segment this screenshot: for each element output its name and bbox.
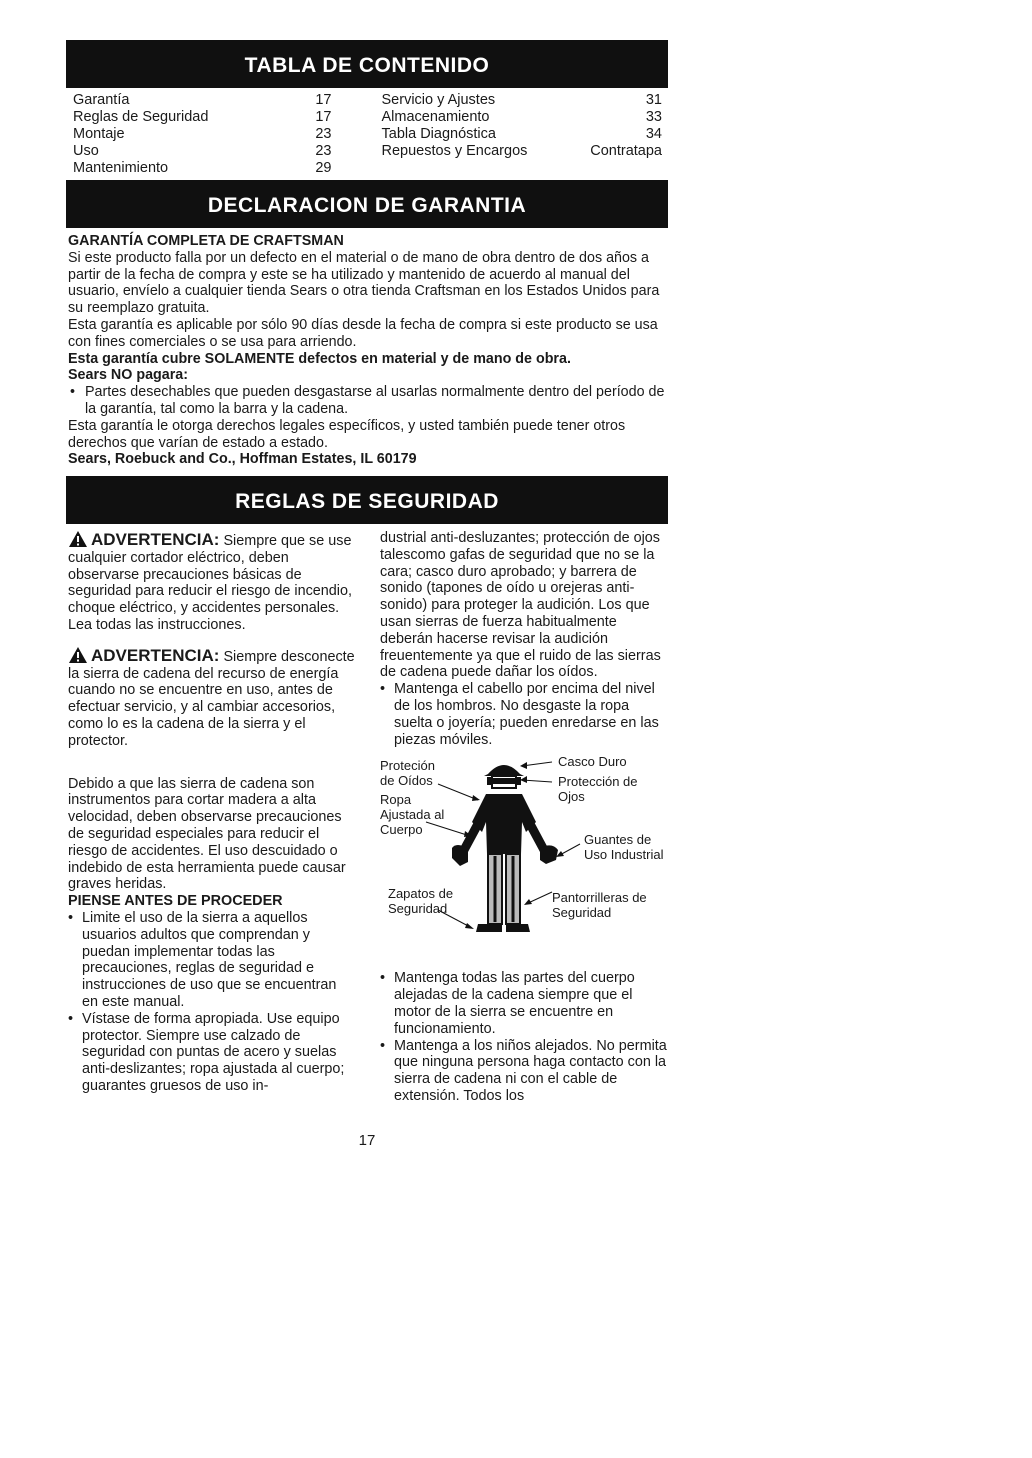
warning-heading: ADVERTENCIA: (68, 530, 219, 549)
label-gloves: Guantes de Uso Industrial (584, 832, 664, 863)
page-number: 17 (358, 1132, 376, 1149)
warranty-coverage: Esta garantía cubre SOLAMENTE defectos en material y de mano de obra. (68, 350, 571, 367)
toc-right-column (354, 92, 663, 180)
safety-section (66, 524, 668, 1105)
label-eye-protection: Protección de Ojos (558, 774, 638, 805)
label-hearing-protection: Proteción de Oídos (380, 758, 435, 789)
list-item: • Mantenga a los niños alejados. No permita que ninguna persona haga contacto con la sierra de cadena ni con el cable de extensión. Todos los (380, 1037, 667, 1104)
warranty-paragraph: Esta garantía le otorga derechos legales específicos, y usted también puede tener otros derechos que varían de estado a estado. (68, 417, 626, 451)
bullet-dot: • (380, 970, 386, 987)
warning-triangle-icon (68, 646, 88, 664)
bullet-dot: • (380, 1037, 386, 1054)
toc-banner: TABLA DE CONTENIDO (66, 40, 668, 88)
bullet-dot: • (68, 1010, 74, 1027)
list-item: • Limite el uso de la sierra a aquellos usuarios adultos que comprendan y puedan implementar todas las precauciones, reglas de seguridad e instrucciones de uso que se encuentran en este manual. (68, 909, 337, 1010)
protective-gear-figure (376, 752, 668, 964)
toc-entry: Garantía 17 (73, 92, 332, 108)
toc-entry: Servicio y Ajustes 31 (381, 92, 662, 108)
label-safety-chaps: Pantorrilleras de Seguridad (552, 890, 647, 921)
toc-entry: Montaje 23 (73, 126, 332, 142)
warranty-exclusions-heading: Sears NO pagara: (68, 367, 188, 384)
list-item: • Vístase de forma apropiada. Use equipo protector. Siempre use calzado de seguridad con puntas de acero y suelas anti-deslizantes; ropa ajustada al cuerpo; guarantes gruesos de uso in- (68, 1010, 345, 1094)
list-item: • Mantenga el cabello por encima del nivel de los hombros. No desgaste la ropa suelta o joyería; pueden enredarse en las piezas móviles. (380, 681, 659, 748)
safety-continued-text: dustrial anti-desluzantes; protección de ojos talescomo gafas de seguridad que no se la cara; casco duro aprobado; y barrera de sonido (tapones de oído u orejeras anti-sonido) para proteger la audición. Los que usan sierras de fuerza habitualmente deberán hacerse revisar la audición freuentemente ya que el ruido de las sierras de cadena puede dañar los oídos. (380, 530, 661, 681)
warning-heading: ADVERTENCIA: (68, 646, 219, 665)
manual-page (66, 40, 668, 1149)
safety-list (68, 910, 356, 1095)
toc-entry: Almacenamiento 33 (381, 109, 662, 125)
bullet-dot: • (70, 384, 76, 401)
safety-right-column (380, 530, 668, 1105)
warranty-section (66, 228, 668, 476)
think-heading: PIENSE ANTES DE PROCEDER (68, 893, 283, 910)
warranty-paragraph: Si este producto falla por un defecto en el material o de mano de obra dentro de dos años a partir de la fecha de compra y este se ha utilizado y mantenido de acuerdo al manual del usuario, envíelo a cualquier tienda Sears o otra tienda Craftsman en los Estados Unidos para su reemplazo gratuita. (68, 249, 660, 317)
safety-banner: REGLAS DE SEGURIDAD (66, 476, 668, 524)
label-safety-shoes: Zapatos de Seguridad (388, 886, 454, 917)
warning-triangle-icon (68, 530, 88, 548)
table-of-contents (66, 88, 668, 180)
bullet-dot: • (68, 909, 74, 926)
safety-list (380, 681, 668, 748)
warranty-subtitle: GARANTÍA COMPLETA DE CRAFTSMAN (68, 233, 344, 249)
toc-entry: Tabla Diagnóstica 34 (381, 126, 662, 142)
warranty-paragraph: Esta garantía es aplicable por sólo 90 días desde la fecha de compra si este producto se usa con fines comerciales o se usa para arriendo. (68, 316, 658, 350)
toc-entry: Mantenimiento 29 (73, 160, 332, 176)
safety-intro: Debido a que las sierra de cadena son instrumentos para cortar madera a alta velocidad, deben observarse precauciones de seguridad especiales para reducir el riesgo de accidentes. El uso descuidado o indebido de esta herramienta puede causar graves heridas. (68, 775, 346, 893)
warning-block: ADVERTENCIA: Siempre desconecte la sierra de cadena del recurso de energía cuando no se encuentre en uso, antes de efectuar servicio, y al cambiar accesorios, como lo es la cadena de la sierra y el protector. (68, 645, 355, 749)
toc-entry: Reglas de Seguridad 17 (73, 109, 332, 125)
toc-entry: Repuestos y Encargos Contratapa (381, 143, 662, 159)
label-fitted-clothing: Ropa Ajustada al Cuerpo (380, 792, 445, 838)
warranty-banner: DECLARACION DE GARANTIA (66, 180, 668, 228)
toc-entry: Uso 23 (73, 143, 332, 159)
toc-left-column (73, 92, 354, 180)
warning-block: ADVERTENCIA: Siempre que se use cualquier cortador eléctrico, deben observarse precauciones básicas de seguridad para reducir el riesgo de incendio, choque eléctrico, y accidentes personales. Lea todas las instrucciones. (68, 530, 352, 633)
warranty-exclusion-item: • Partes desechables que pueden desgastarse al usarlas normalmente dentro del período de la garantía, tal como la barra y la cadena. (70, 384, 665, 417)
label-hard-hat: Casco Duro (558, 754, 627, 770)
bullet-dot: • (380, 681, 386, 698)
safety-list (380, 970, 668, 1104)
safety-left-column (66, 530, 356, 1105)
list-item: • Mantenga todas las partes del cuerpo alejadas de la cadena siempre que el motor de la sierra se encuentre en funcionamiento. (380, 970, 635, 1037)
warranty-address: Sears, Roebuck and Co., Hoffman Estates, IL 60179 (68, 451, 417, 468)
